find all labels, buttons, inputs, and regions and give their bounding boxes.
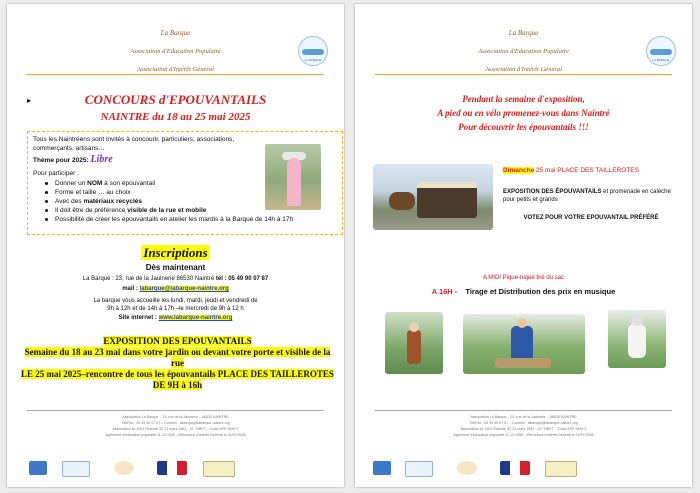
- boat-logo-icon: LA BARQUE: [646, 36, 676, 66]
- inscriptions-heading: Inscriptions: [143, 245, 208, 260]
- intro-block: Pendant la semaine d'exposition, A pied ou en vélo promenez-vous dans Naintré Pour découvrir les épouvantails !!!: [437, 94, 610, 132]
- header-divider: [375, 74, 672, 75]
- header-org: La Barque: [160, 29, 191, 37]
- exhibition-line: EXPOSITION DES ÉPOUVANTAILS et promenade en calèche pour petits et grands: [503, 189, 671, 203]
- sunday-line: Dimanche 25 mai PLACE DES TAILLEROTES: [503, 167, 639, 174]
- footer-line-3: Association loi 1901 Réduite JO 21 mars 1982 – N° SIRET – Code APE 9499 Z: [112, 427, 239, 431]
- header-line2: Association d'Intérêt Général: [485, 66, 562, 73]
- prize-line: A 16H - Tirage et Distribution des prix en musique: [431, 287, 616, 296]
- footer-line-1: Association La Barque – 23, rue de la Jaulnerie – 86530 NAINTRE: [122, 415, 229, 419]
- scarecrow-photo: [385, 312, 443, 374]
- vote-line: VOTEZ POUR VOTRE EPOUVANTAIL PRÉFÉRÉ: [523, 215, 659, 221]
- address-line: La Barque : 23, rue de la Jaulnerie 86530 Naintré tél : 05 49 90 07 87: [82, 276, 269, 282]
- mail-line: mail : labarque@labarque-naintre.org: [122, 286, 229, 292]
- flyer-page-2: [355, 4, 692, 487]
- theme-line: [33, 155, 113, 165]
- rule-item: Possibilité de créer les épouvantails en atelier les mardis à la Barque de 14h à 17h: [33, 215, 333, 224]
- partner-logo-icon: [545, 461, 577, 477]
- site-link[interactable]: www.labarque-naintre.org: [158, 315, 233, 321]
- page-subtitle: NAINTRE du 18 au 25 mai 2025: [100, 111, 251, 123]
- intro-text: Tous les Naintréens sont invités à concourir, particuliers, associations, commerçants, artisans…: [33, 136, 235, 152]
- footer-divider: [27, 410, 324, 411]
- partner-logo-icon: [500, 461, 530, 475]
- participate-label: Pour participer :: [33, 170, 79, 177]
- now-label: Dès maintenant: [145, 263, 206, 272]
- page-title: CONCOURS d'EPOUVANTAILS: [84, 92, 267, 107]
- partner-logo-icon: [157, 461, 187, 475]
- arrow-icon: ▸: [27, 96, 32, 105]
- welcome-line-1: La barque vous accueille les lundi, mardi, jeudi et vendredi de: [93, 298, 258, 304]
- rule-item: Avec des matériaux recyclés: [33, 197, 333, 206]
- footer-line-2: Tél/Fax : 05 49 90 07 87 – Courriel : labarque@labarque-naintre.org: [121, 421, 230, 425]
- footer-line-4: Agrément d'éducation populaire 11-13 1995 – Reconnue d'intérêt Général le 31/07/2006: [453, 433, 594, 437]
- partner-logo-icon: [62, 461, 90, 477]
- footer-divider: [375, 410, 672, 411]
- picnic-line: A MIDI Pique-nique tiré du sac: [482, 275, 565, 281]
- theme-value: Libre: [90, 154, 113, 165]
- partner-logo-icon: [405, 461, 433, 477]
- horse-carriage-photo: [373, 164, 493, 230]
- footer-line-4: Agrément d'éducation populaire 11-13 1995 – Reconnue d'intérêt Général le 31/07/2006: [105, 433, 246, 437]
- scarecrow-photo: [608, 310, 666, 368]
- partner-logo-icon: [203, 461, 235, 477]
- site-line: Site internet : www.labarque-naintre.org: [118, 315, 233, 321]
- footer-line-2: Tél/Fax : 05 49 90 07 87 – Courriel : labarque@labarque-naintre.org: [469, 421, 578, 425]
- exhibition-block: EXPOSITION DES EPOUVANTAILS Semaine du 18 au 23 mai dans votre jardin ou devant votre porte et visible de la rue LE 25 mai 2025–rencontre de tous les épouvantails PLACE DES TAILLEROTES DE 9H à 16h: [21, 336, 334, 390]
- rule-item: Donner un NOM à son épouvantail: [33, 179, 333, 188]
- theme-label: Thème pour 2025:: [33, 157, 89, 164]
- header-line1: Association d'Education Populaire: [130, 48, 221, 55]
- header-divider: [27, 74, 324, 75]
- scarecrow-photo: [463, 314, 585, 374]
- header-org: La Barque: [508, 29, 539, 37]
- rule-item: Il doit être de préférence visible de la rue et mobile: [33, 206, 333, 215]
- rule-item: Forme et taille … au choix: [33, 188, 333, 197]
- partner-logo-icon: [373, 461, 391, 475]
- partner-logo-icon: [114, 461, 134, 475]
- boat-logo-icon: LA BARQUE: [298, 36, 328, 66]
- footer-line-3: Association loi 1901 Réduite JO 21 mars 1982 – N° SIRET – Code APE 9499 Z: [460, 427, 587, 431]
- header-line1: Association d'Education Populaire: [478, 48, 569, 55]
- footer-line-1: Association La Barque – 23, rue de la Jaulnerie – 86530 NAINTRE: [470, 415, 577, 419]
- mail-link[interactable]: labarque@labarque-naintre.org: [139, 286, 229, 292]
- partner-logo-icon: [457, 461, 477, 475]
- welcome-line-2: 9h à 12h et de 14h à 17h –le mercredi de 9h à 12 h: [107, 306, 244, 312]
- partner-logo-icon: [29, 461, 47, 475]
- header-line2: Association d'Intérêt Général: [137, 66, 214, 73]
- flyer-page-1: [7, 4, 344, 487]
- pink-scarecrow-photo: [265, 144, 321, 210]
